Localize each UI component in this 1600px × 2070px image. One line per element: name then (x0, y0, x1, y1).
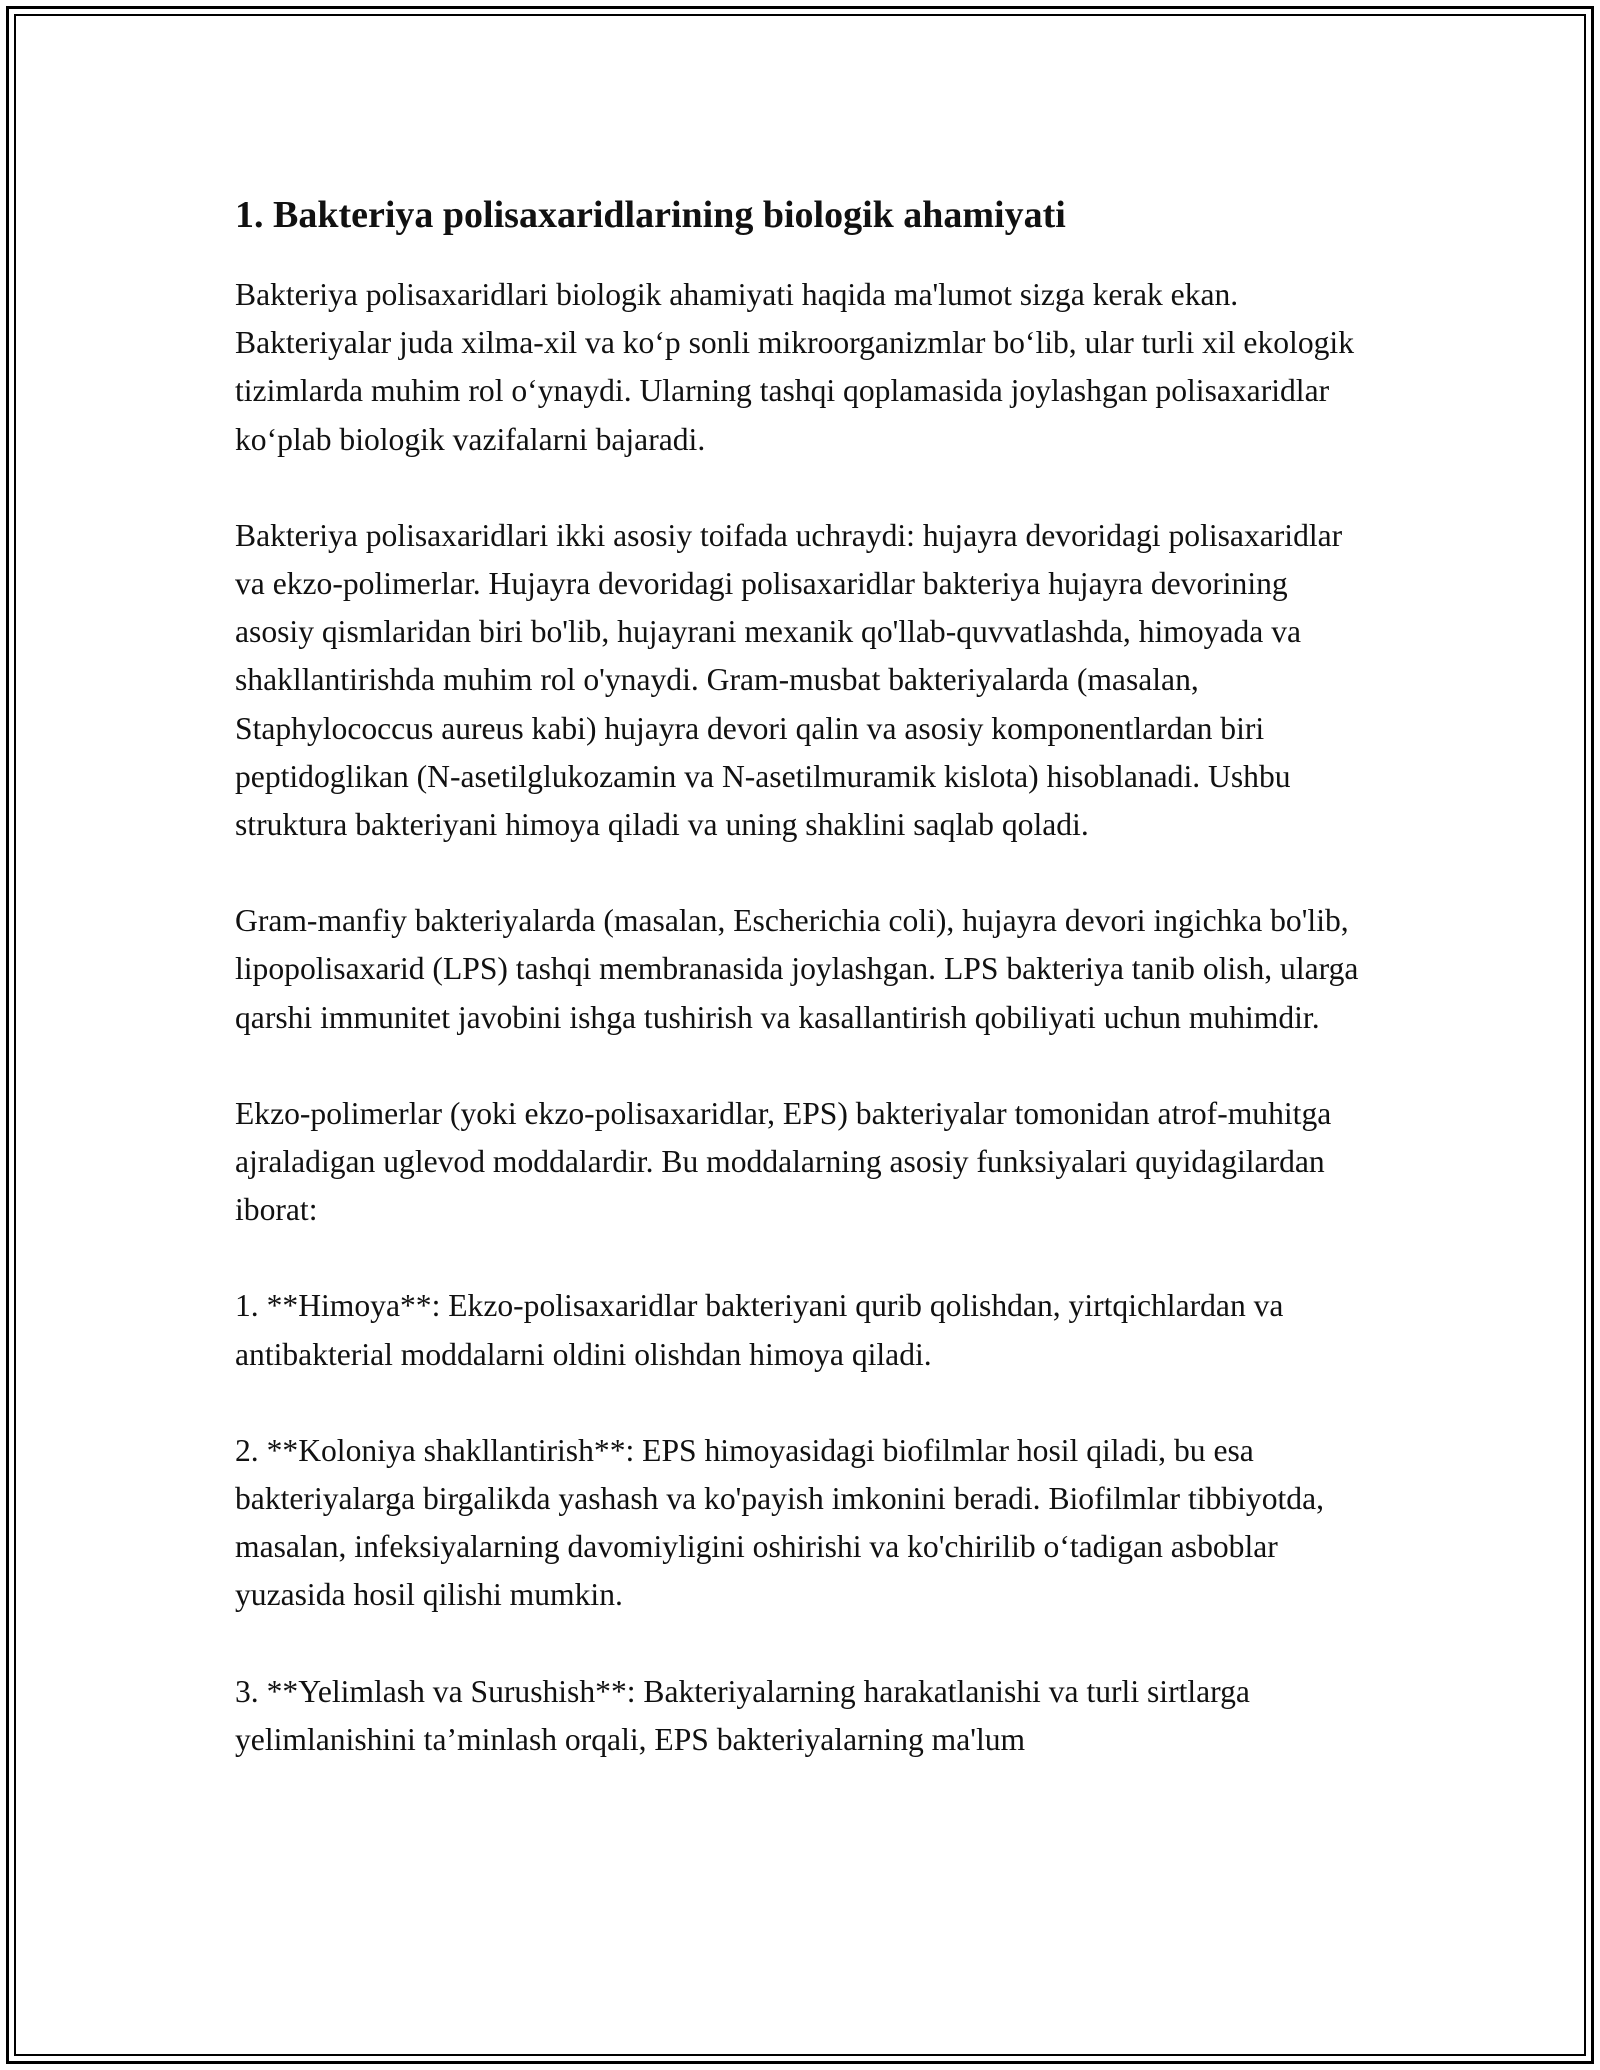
paragraph-gram-negative: Gram-manfiy bakteriyalarda (masalan, Escherichia coli), hujayra devori ingichka bo'lib, lipopolisaxarid (LPS) tashqi membranasida joylashgan. LPS bakteriya tanib olish, ularga qarshi immunitet javobini ishga tushirish va kasallantirish qobiliyati uchun muhimdir. (235, 903, 1359, 1035)
list-item-colony-formation: 2. **Koloniya shakllantirish**: EPS himoyasidagi biofilmlar hosil qiladi, bu esa bakteriyalarga birgalikda yashash va ko'payish imkonini beradi. Biofilmlar tibbiyotda, masalan, infeksiyalarning davomiyligini oshirishi va ko'chirilib o‘tadigan asboblar yuzasida hosil qilishi mumkin. (235, 1432, 1324, 1613)
document-body (235, 186, 1370, 1812)
paragraph-intro: Bakteriya polisaxaridlari biologik ahamiyati haqida ma'lumot sizga kerak ekan. Bakteriyalar juda xilma-xil va ko‘p sonli mikroorganizmlar bo‘lib, ular turli xil ekologik tizimlarda muhim rol o‘ynaydi. Ularning tashqi qoplamasida joylashgan polisaxaridlar ko‘plab biologik vazifalarni bajaradi. (235, 277, 1354, 457)
list-item-protection: 1. **Himoya**: Ekzo-polisaxaridlar bakteriyani qurib qolishdan, yirtqichlardan va antibakterial moddalarni oldini olishdan himoya qiladi. (235, 1288, 1284, 1372)
section-heading: 1. Bakteriya polisaxaridlarining biologik ahamiyati (235, 194, 1066, 236)
paragraph-cell-wall: Bakteriya polisaxaridlari ikki asosiy toifada uchraydi: hujayra devoridagi polisaxaridlar va ekzo-polimerlar. Hujayra devoridagi polisaxaridlar bakteriya hujayra devorining asosiy qismlaridan biri bo'lib, hujayrani mexanik qo'llab-quvvatlashda, himoyada va shakllantirishda muhim rol o'ynaydi. Gram-musbat bakteriyalarda (masalan, Staphylococcus aureus kabi) hujayra devori qalin va asosiy komponentlardan biri peptidoglikan (N-asetilglukozamin va N-asetilmuramik kislota) hisoblanadi. Ushbu struktura bakteriyani himoya qiladi va uning shaklini saqlab qoladi. (235, 517, 1343, 843)
list-item-adhesion: 3. **Yelimlash va Surushish**: Bakteriyalarning harakatlanishi va turli sirtlarga yelimlanishini ta’minlash orqali, EPS bakteriyalarning ma'lum (235, 1673, 1250, 1757)
paragraph-exopolymers: Ekzo-polimerlar (yoki ekzo-polisaxaridlar, EPS) bakteriyalar tomonidan atrof-muhitga ajraladigan uglevod moddalardir. Bu moddalarning asosiy funksiyalari quyidagilardan iborat: (235, 1095, 1332, 1228)
